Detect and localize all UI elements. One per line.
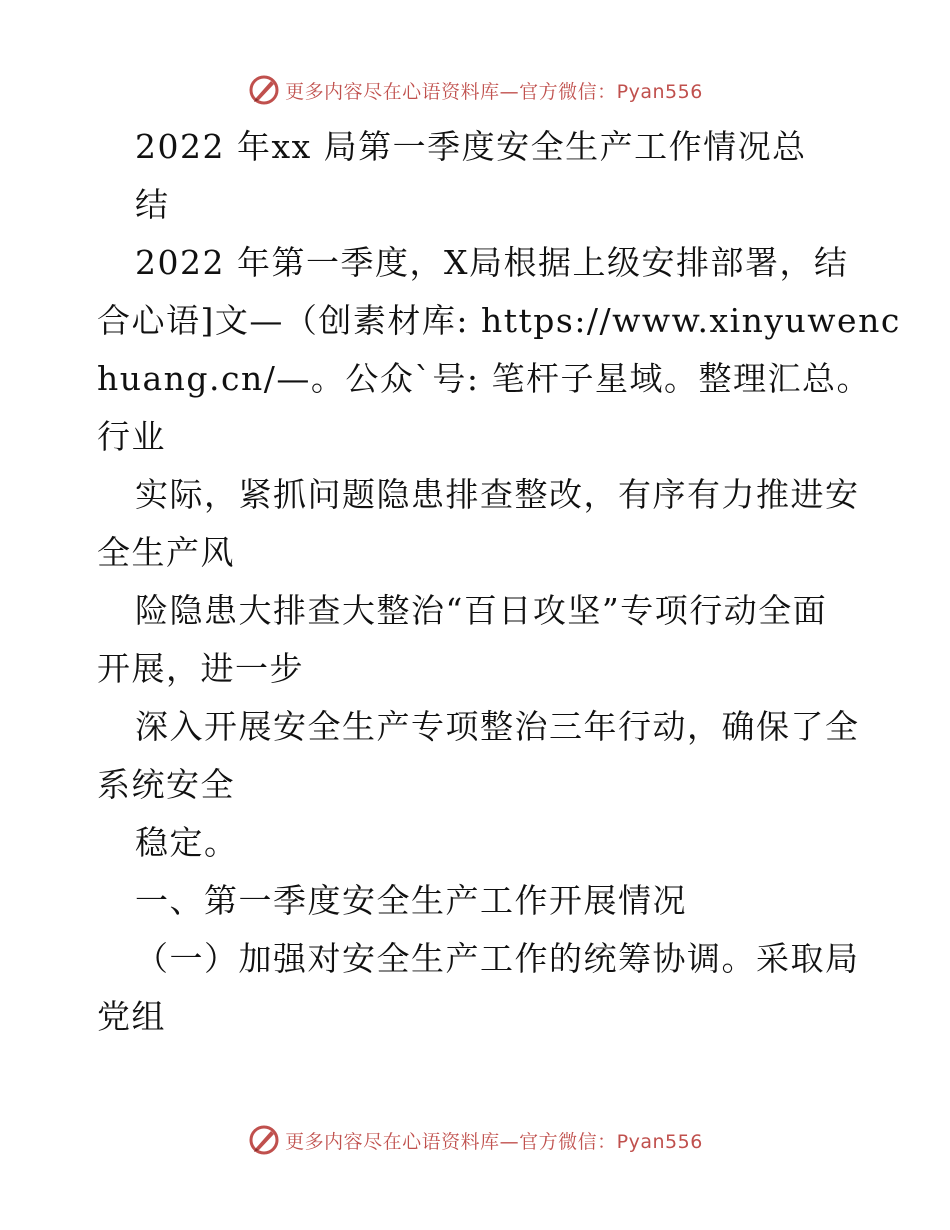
text-line: （一）加强对安全生产工作的统筹协调。采取局 — [135, 939, 860, 978]
text-line: 稳定。 — [135, 823, 239, 862]
header-watermark — [0, 70, 950, 110]
text-line: 深入开展安全生产专项整治三年行动，确保了全 — [135, 707, 860, 746]
text-line: 行业 — [97, 417, 166, 456]
text-line: 结 — [135, 185, 170, 224]
text-line: 系统安全 — [97, 765, 235, 804]
text-line: 开展，进一步 — [97, 649, 304, 688]
text-line: 党组 — [97, 997, 166, 1036]
text-line: 2022 年xx 局第一季度安全生产工作情况总 — [135, 127, 807, 166]
footer-watermark — [0, 1120, 950, 1160]
text-line: 全生产风 — [97, 533, 235, 572]
text-line: 险隐患大排查大整治“百日攻坚”专项行动全面 — [135, 591, 828, 630]
text-line: 实际，紧抓问题隐患排查整改，有序有力推进安 — [135, 475, 860, 514]
text-line: 合心语]文—（创素材库: https://www.xinyuwenc — [97, 301, 901, 340]
text-line: 一、第一季度安全生产工作开展情况 — [135, 881, 687, 920]
document-body — [97, 118, 901, 1046]
text-line: huang.cn/—。公众`号: 笔杆子星域。整理汇总。 — [97, 359, 872, 398]
pen-logo-icon — [247, 73, 281, 107]
text-line: 2022 年第一季度，X局根据上级安排部署，结 — [135, 243, 849, 282]
pen-logo-icon — [247, 1123, 281, 1157]
watermark-text: 更多内容尽在心语资料库—官方微信：Pyan556 — [285, 80, 703, 103]
watermark-text: 更多内容尽在心语资料库—官方微信：Pyan556 — [285, 1130, 703, 1153]
